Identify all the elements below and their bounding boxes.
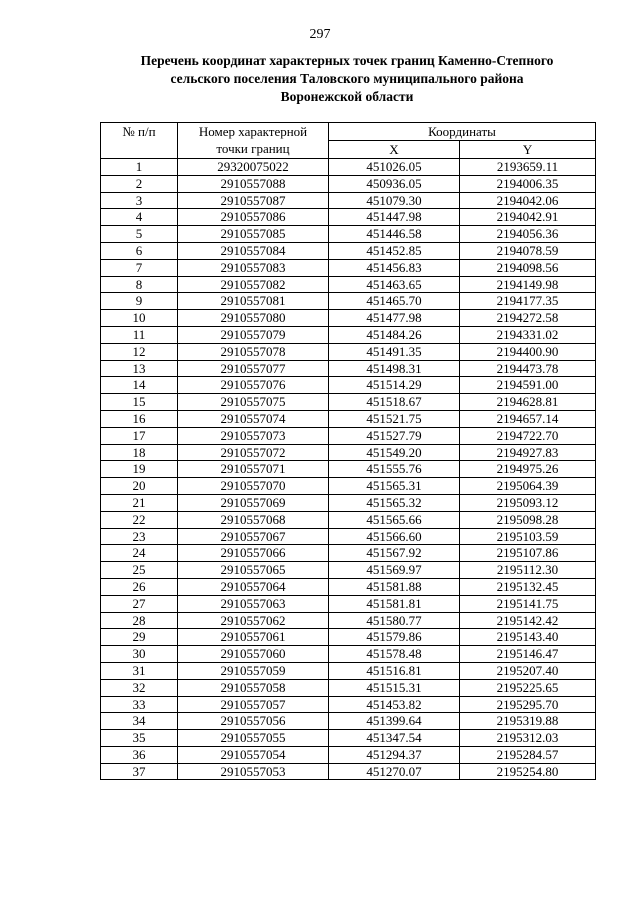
page-number: 297 [309, 27, 331, 42]
cell-x: 451516.81 [329, 662, 460, 679]
cell-x: 451270.07 [329, 763, 460, 780]
table-row [101, 662, 596, 679]
table-row [101, 410, 596, 427]
header-point: Номер характерной точки границ [178, 123, 329, 159]
cell-x: 451465.70 [329, 293, 460, 310]
cell-x: 451446.58 [329, 226, 460, 243]
cell-point: 2910557053 [178, 763, 329, 780]
cell-num: 6 [101, 242, 178, 259]
cell-x: 450936.05 [329, 175, 460, 192]
table-row [101, 192, 596, 209]
table-row [101, 494, 596, 511]
cell-y: 2194400.90 [460, 343, 596, 360]
table-row [101, 175, 596, 192]
cell-y: 2195103.59 [460, 528, 596, 545]
cell-point: 2910557086 [178, 209, 329, 226]
table-row [101, 696, 596, 713]
cell-y: 2195312.03 [460, 730, 596, 747]
cell-y: 2194628.81 [460, 394, 596, 411]
cell-num: 8 [101, 276, 178, 293]
table-row [101, 646, 596, 663]
cell-x: 451581.81 [329, 595, 460, 612]
cell-x: 451079.30 [329, 192, 460, 209]
cell-point: 2910557056 [178, 713, 329, 730]
cell-y: 2195284.57 [460, 746, 596, 763]
cell-point: 2910557057 [178, 696, 329, 713]
table-row [101, 427, 596, 444]
cell-num: 22 [101, 511, 178, 528]
cell-x: 451484.26 [329, 326, 460, 343]
cell-point: 2910557072 [178, 444, 329, 461]
cell-y: 2194331.02 [460, 326, 596, 343]
cell-x: 451565.32 [329, 494, 460, 511]
cell-x: 451581.88 [329, 578, 460, 595]
cell-y: 2195093.12 [460, 494, 596, 511]
cell-point: 2910557062 [178, 612, 329, 629]
cell-x: 451453.82 [329, 696, 460, 713]
cell-y: 2194657.14 [460, 410, 596, 427]
cell-num: 34 [101, 713, 178, 730]
cell-y: 2195319.88 [460, 713, 596, 730]
cell-x: 451452.85 [329, 242, 460, 259]
cell-point: 2910557075 [178, 394, 329, 411]
table-row [101, 528, 596, 545]
cell-x: 451026.05 [329, 159, 460, 176]
table-row [101, 713, 596, 730]
cell-x: 451347.54 [329, 730, 460, 747]
table-row [101, 377, 596, 394]
table-row [101, 343, 596, 360]
cell-num: 14 [101, 377, 178, 394]
table-row [101, 293, 596, 310]
cell-num: 30 [101, 646, 178, 663]
cell-num: 20 [101, 478, 178, 495]
cell-x: 451477.98 [329, 310, 460, 327]
cell-point: 2910557060 [178, 646, 329, 663]
cell-y: 2195112.30 [460, 562, 596, 579]
cell-y: 2194975.26 [460, 461, 596, 478]
cell-point: 2910557079 [178, 326, 329, 343]
cell-y: 2194177.35 [460, 293, 596, 310]
cell-num: 18 [101, 444, 178, 461]
cell-num: 29 [101, 629, 178, 646]
cell-point: 2910557081 [178, 293, 329, 310]
coordinates-table [100, 122, 596, 780]
cell-point: 2910557055 [178, 730, 329, 747]
cell-x: 451567.92 [329, 545, 460, 562]
cell-point: 2910557064 [178, 578, 329, 595]
cell-point: 2910557065 [178, 562, 329, 579]
cell-x: 451463.65 [329, 276, 460, 293]
cell-point: 2910557069 [178, 494, 329, 511]
cell-y: 2195141.75 [460, 595, 596, 612]
cell-point: 2910557077 [178, 360, 329, 377]
header-coordinates: Координаты [329, 123, 596, 141]
cell-x: 451514.29 [329, 377, 460, 394]
cell-num: 13 [101, 360, 178, 377]
table-row [101, 730, 596, 747]
cell-y: 2194078.59 [460, 242, 596, 259]
cell-num: 10 [101, 310, 178, 327]
cell-num: 35 [101, 730, 178, 747]
cell-point: 2910557088 [178, 175, 329, 192]
cell-point: 2910557071 [178, 461, 329, 478]
cell-x: 451578.48 [329, 646, 460, 663]
table-row [101, 209, 596, 226]
cell-num: 28 [101, 612, 178, 629]
header-x: X [329, 141, 460, 159]
table-row [101, 394, 596, 411]
cell-x: 451518.67 [329, 394, 460, 411]
cell-y: 2194473.78 [460, 360, 596, 377]
cell-num: 33 [101, 696, 178, 713]
cell-num: 7 [101, 259, 178, 276]
table-row [101, 461, 596, 478]
cell-x: 451549.20 [329, 444, 460, 461]
cell-x: 451527.79 [329, 427, 460, 444]
cell-y: 2194042.06 [460, 192, 596, 209]
cell-x: 451565.66 [329, 511, 460, 528]
cell-y: 2195143.40 [460, 629, 596, 646]
cell-point: 2910557083 [178, 259, 329, 276]
cell-point: 2910557085 [178, 226, 329, 243]
cell-num: 31 [101, 662, 178, 679]
cell-x: 451579.86 [329, 629, 460, 646]
cell-y: 2194591.00 [460, 377, 596, 394]
cell-y: 2194927.83 [460, 444, 596, 461]
title-line-2: сельского поселения Таловского муниципального района [170, 71, 524, 86]
cell-x: 451566.60 [329, 528, 460, 545]
table-header-row [101, 123, 596, 141]
cell-num: 1 [101, 159, 178, 176]
cell-num: 37 [101, 763, 178, 780]
table-row [101, 310, 596, 327]
cell-point: 2910557054 [178, 746, 329, 763]
table-row [101, 511, 596, 528]
cell-x: 451447.98 [329, 209, 460, 226]
cell-point: 2910557058 [178, 679, 329, 696]
cell-x: 451515.31 [329, 679, 460, 696]
cell-y: 2194056.36 [460, 226, 596, 243]
cell-point: 2910557078 [178, 343, 329, 360]
cell-y: 2194722.70 [460, 427, 596, 444]
title-line-3: Воронежской области [280, 89, 414, 104]
cell-num: 11 [101, 326, 178, 343]
cell-point: 2910557063 [178, 595, 329, 612]
table-row [101, 578, 596, 595]
cell-y: 2194272.58 [460, 310, 596, 327]
table-row [101, 242, 596, 259]
cell-num: 4 [101, 209, 178, 226]
table-row [101, 326, 596, 343]
cell-num: 27 [101, 595, 178, 612]
cell-num: 9 [101, 293, 178, 310]
cell-point: 2910557084 [178, 242, 329, 259]
cell-point: 2910557061 [178, 629, 329, 646]
cell-num: 26 [101, 578, 178, 595]
table-row [101, 545, 596, 562]
cell-num: 32 [101, 679, 178, 696]
table-row [101, 276, 596, 293]
cell-y: 2195107.86 [460, 545, 596, 562]
cell-y: 2194006.35 [460, 175, 596, 192]
cell-y: 2195064.39 [460, 478, 596, 495]
cell-point: 2910557068 [178, 511, 329, 528]
table-row [101, 679, 596, 696]
cell-x: 451399.64 [329, 713, 460, 730]
cell-num: 24 [101, 545, 178, 562]
document-title [100, 52, 594, 106]
cell-num: 21 [101, 494, 178, 511]
cell-x: 451569.97 [329, 562, 460, 579]
cell-num: 3 [101, 192, 178, 209]
cell-num: 25 [101, 562, 178, 579]
cell-num: 19 [101, 461, 178, 478]
cell-point: 2910557073 [178, 427, 329, 444]
cell-x: 451498.31 [329, 360, 460, 377]
table-row [101, 746, 596, 763]
cell-num: 23 [101, 528, 178, 545]
cell-x: 451294.37 [329, 746, 460, 763]
table-row [101, 562, 596, 579]
cell-x: 451491.35 [329, 343, 460, 360]
table-body [101, 159, 596, 780]
cell-y: 2194098.56 [460, 259, 596, 276]
cell-num: 2 [101, 175, 178, 192]
cell-point: 2910557070 [178, 478, 329, 495]
cell-point: 2910557067 [178, 528, 329, 545]
table-row [101, 360, 596, 377]
cell-num: 5 [101, 226, 178, 243]
cell-point: 2910557076 [178, 377, 329, 394]
table-row [101, 226, 596, 243]
header-num: № п/п [101, 123, 178, 159]
cell-num: 12 [101, 343, 178, 360]
cell-point: 2910557066 [178, 545, 329, 562]
cell-x: 451555.76 [329, 461, 460, 478]
table-row [101, 259, 596, 276]
cell-point: 2910557082 [178, 276, 329, 293]
table-row [101, 159, 596, 176]
table-row [101, 763, 596, 780]
cell-num: 15 [101, 394, 178, 411]
cell-point: 2910557059 [178, 662, 329, 679]
cell-y: 2195142.42 [460, 612, 596, 629]
table-row [101, 478, 596, 495]
cell-y: 2195254.80 [460, 763, 596, 780]
table-row [101, 629, 596, 646]
cell-y: 2195295.70 [460, 696, 596, 713]
cell-x: 451521.75 [329, 410, 460, 427]
table-row [101, 595, 596, 612]
cell-x: 451456.83 [329, 259, 460, 276]
header-y: Y [460, 141, 596, 159]
cell-point: 2910557087 [178, 192, 329, 209]
cell-point: 2910557080 [178, 310, 329, 327]
cell-y: 2194042.91 [460, 209, 596, 226]
table-row [101, 444, 596, 461]
cell-x: 451580.77 [329, 612, 460, 629]
cell-point: 2910557074 [178, 410, 329, 427]
cell-y: 2193659.11 [460, 159, 596, 176]
table-row [101, 612, 596, 629]
cell-point: 29320075022 [178, 159, 329, 176]
cell-num: 17 [101, 427, 178, 444]
cell-y: 2195225.65 [460, 679, 596, 696]
cell-y: 2195132.45 [460, 578, 596, 595]
title-line-1: Перечень координат характерных точек границ Каменно-Степного [140, 53, 554, 68]
cell-num: 16 [101, 410, 178, 427]
cell-y: 2195207.40 [460, 662, 596, 679]
cell-y: 2195146.47 [460, 646, 596, 663]
cell-y: 2195098.28 [460, 511, 596, 528]
cell-x: 451565.31 [329, 478, 460, 495]
cell-y: 2194149.98 [460, 276, 596, 293]
cell-num: 36 [101, 746, 178, 763]
